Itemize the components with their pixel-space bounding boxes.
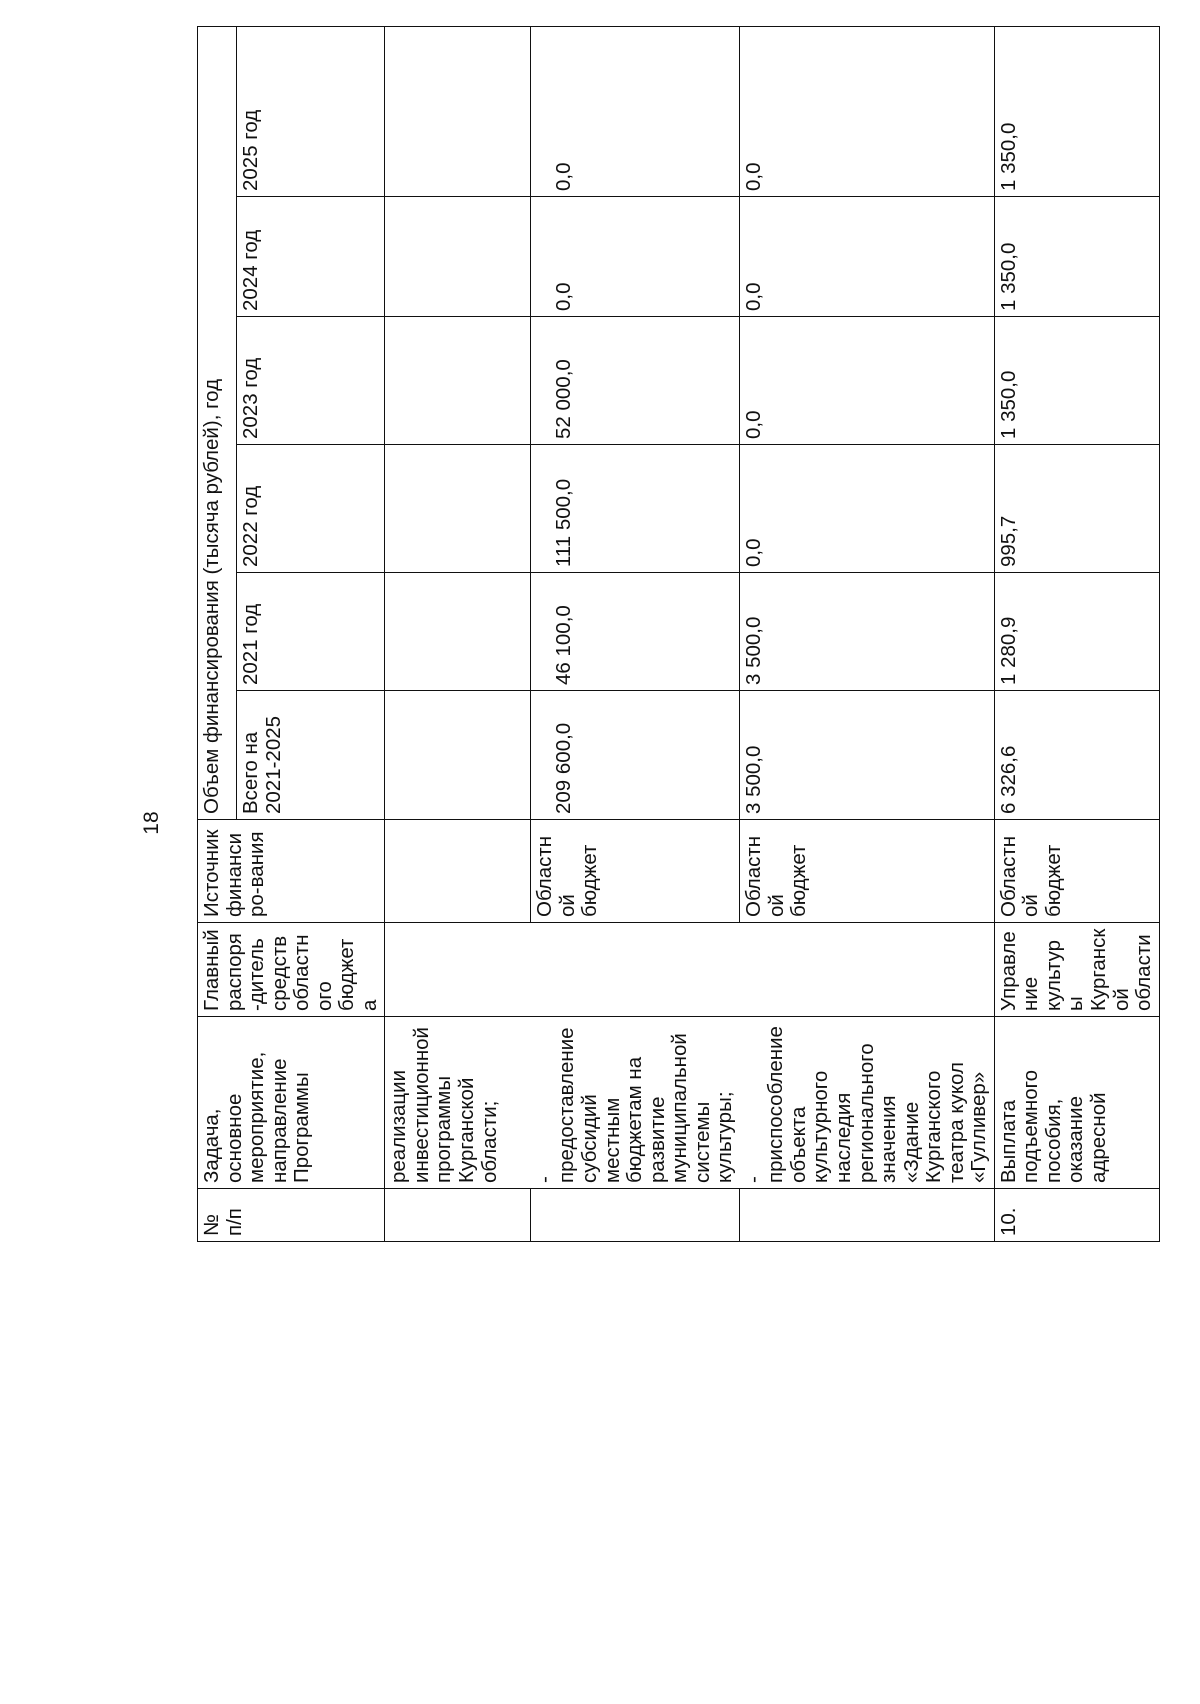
rotated-table-container: [197, 97, 1156, 1242]
table-row: [994, 26, 1159, 1241]
row-total: 6 326,6: [994, 691, 1159, 820]
row-source: Областной бюджет: [740, 820, 995, 923]
row-2023: [385, 317, 531, 445]
row-2024: 1 350,0: [994, 197, 1159, 317]
row-2024: 0,0: [740, 197, 995, 317]
row-2024: [385, 197, 531, 317]
table-row: [740, 26, 995, 1241]
row-total: [385, 691, 531, 820]
row-manager: Управление культуры Курганской области: [994, 923, 1159, 1017]
header-funding-group: Объем финансирования (тысяча рублей), год: [198, 26, 237, 819]
row-2023: 52 000,0: [531, 317, 740, 445]
row-2021: 1 280,9: [994, 573, 1159, 691]
row-task: Выплата подъемного пособия, оказание адресной: [994, 1017, 1159, 1189]
row-2022: 995,7: [994, 445, 1159, 573]
header-row-1: [198, 26, 237, 1241]
header-total: Всего на 2021-2025: [237, 691, 385, 820]
row-2021: 3 500,0: [740, 573, 995, 691]
row-task: - предоставление субсидий местным бюджетам на развитие муниципальной системы культуры;: [531, 1017, 740, 1189]
row-2022: 111 500,0: [531, 445, 740, 573]
row-2022: [385, 445, 531, 573]
row-num: [740, 1189, 995, 1242]
row-num: 10.: [994, 1189, 1159, 1242]
header-2021: 2021 год: [237, 573, 385, 691]
header-2023: 2023 год: [237, 317, 385, 445]
row-task: - приспособление объекта культурного наследия регионального значения «Здание Курганского театра кукол «Гулливер»: [740, 1017, 995, 1189]
row-2023: 0,0: [740, 317, 995, 445]
header-task: Задача, основное мероприятие, направление Программы: [198, 1017, 385, 1189]
row-2021: [385, 573, 531, 691]
row-2024: 0,0: [531, 197, 740, 317]
row-2025: 0,0: [531, 26, 740, 196]
header-2024: 2024 год: [237, 197, 385, 317]
table-row: [531, 26, 740, 1241]
row-2025: 0,0: [740, 26, 995, 196]
header-num: № п/п: [198, 1189, 385, 1242]
row-2025: [385, 26, 531, 196]
page-number: 18: [140, 811, 163, 835]
row-source: Областной бюджет: [994, 820, 1159, 923]
row-2022: 0,0: [740, 445, 995, 573]
header-2022: 2022 год: [237, 445, 385, 573]
funding-table: [197, 26, 1160, 1242]
row-total: 209 600,0: [531, 691, 740, 820]
row-2025: 1 350,0: [994, 26, 1159, 196]
row-task: реализации инвестиционной программы Курганской области;: [385, 1017, 531, 1189]
row-num: [385, 1189, 531, 1242]
row-2023: 1 350,0: [994, 317, 1159, 445]
row-source: Областной бюджет: [531, 820, 740, 923]
header-source: Источник финансиро-вания: [198, 820, 385, 923]
header-manager: Главный распоря-дитель средств областного бюджета: [198, 923, 385, 1017]
row-source: [385, 820, 531, 923]
row-num: [531, 1189, 740, 1242]
row-manager: [385, 923, 994, 1017]
row-total: 3 500,0: [740, 691, 995, 820]
header-2025: 2025 год: [237, 26, 385, 196]
table-row: [385, 26, 531, 1241]
row-2021: 46 100,0: [531, 573, 740, 691]
